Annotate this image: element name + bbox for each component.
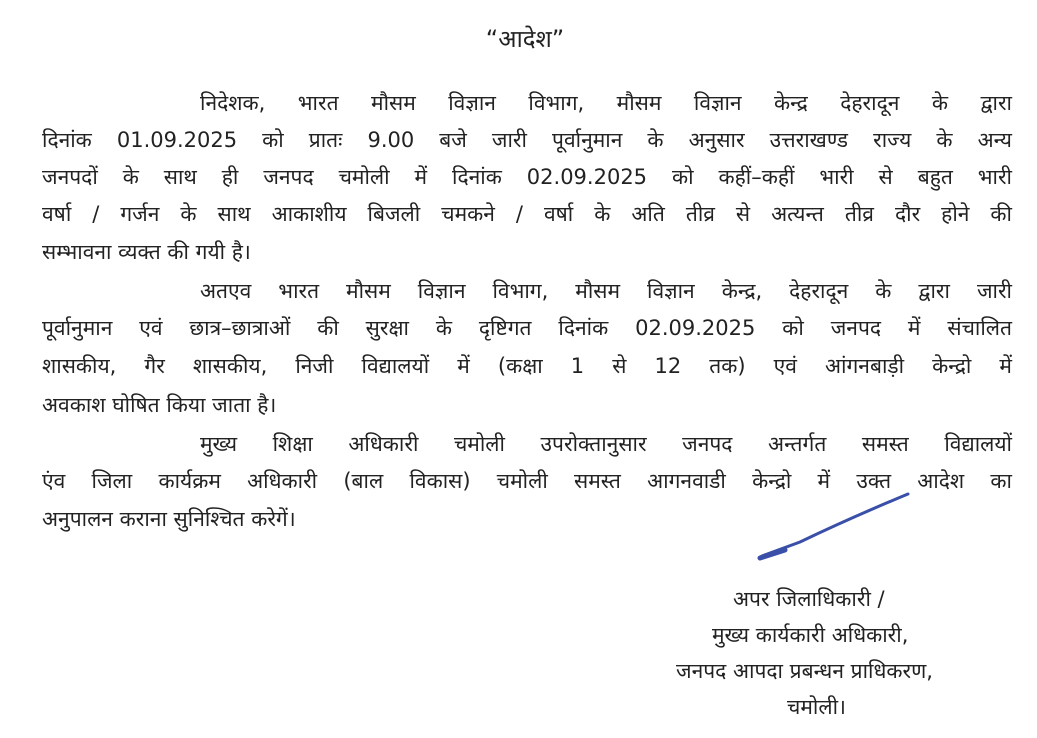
paragraph-1-line: जनपदों के साथ ही जनपद चमोली में दिनांक 02.09.2025 को कहीं–कहीं भारी से बहुत भारी [42, 165, 1012, 189]
paragraph-2-line: अतएव भारत मौसम विज्ञान विभाग, मौसम विज्ञान केन्द्र, देहरादून के द्वारा जारी [200, 279, 1012, 303]
paragraph-3-line: अनुपालन कराना सुनिश्चित करेगें। [42, 507, 296, 531]
signatory-designation: अपर जिलाधिकारी / [733, 587, 885, 611]
paragraph-1-line: वर्षा / गर्जन के साथ आकाशीय बिजली चमकने / वर्षा के अति तीव्र से अत्यन्त तीव्र दौर होने की [42, 202, 1012, 226]
signature-mark [740, 480, 940, 570]
paragraph-2-line: अवकाश घोषित किया जाता है। [42, 393, 277, 417]
document-title: “आदेश” [485, 25, 565, 53]
paragraph-2-line: शासकीय, गैर शासकीय, निजी विद्यालयों में (कक्षा 1 से 12 तक) एवं आंगनबाड़ी केन्द्रो में [42, 354, 1012, 378]
signatory-office: जनपद आपदा प्रबन्धन प्राधिकरण, [676, 659, 933, 683]
paragraph-1-line: सम्भावना व्यक्त की गयी है। [42, 240, 251, 264]
signatory-designation: मुख्य कार्यकारी अधिकारी, [712, 623, 909, 647]
paragraph-3-line: एंव जिला कार्यक्रम अधिकारी (बाल विकास) चमोली समस्त आगनवाडी केन्द्रो में उक्त आदेश का [42, 469, 1012, 493]
paragraph-2-line: पूर्वानुमान एवं छात्र–छात्राओं की सुरक्षा के दृष्टिगत दिनांक 02.09.2025 को जनपद में संचालित [42, 316, 1012, 340]
signatory-location: चमोली। [787, 695, 846, 719]
paragraph-1-line: दिनांक 01.09.2025 को प्रातः 9.00 बजे जारी पूर्वानुमान के अनुसार उत्तराखण्ड राज्य के अन्य [42, 128, 1012, 152]
paragraph-1-line: निदेशक, भारत मौसम विज्ञान विभाग, मौसम विज्ञान केन्द्र देहरादून के द्वारा [200, 91, 1012, 115]
paragraph-3-line: मुख्य शिक्षा अधिकारी चमोली उपरोक्तानुसार जनपद अन्तर्गत समस्त विद्यालयों [200, 432, 1012, 456]
